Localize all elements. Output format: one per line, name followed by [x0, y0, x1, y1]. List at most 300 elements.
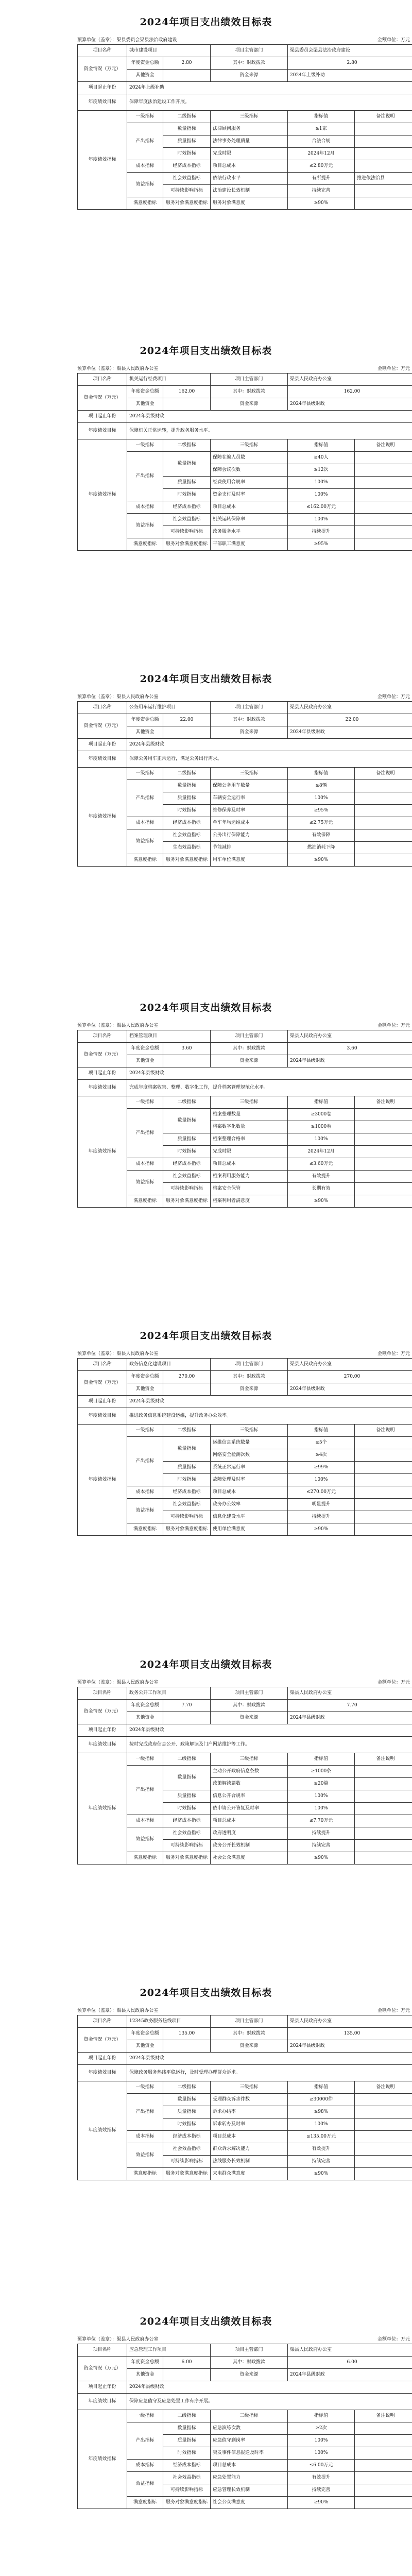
amount-unit-label: 金额单位：万元	[377, 694, 410, 700]
project-period-label: 项目起止年份	[78, 1067, 127, 1079]
level3-cell: 群众诉求解决能力	[211, 2143, 288, 2156]
annual-fund-value: 7.70	[163, 1699, 211, 1711]
performance-target-form	[0, 329, 412, 657]
level2-cell: 社会效益指标	[163, 1827, 211, 1839]
project-unit-value: 渠县人民政府办公室	[288, 2344, 412, 2356]
level2-cell: 质量指标	[163, 1133, 211, 1145]
level1-cell: 满意度指标	[127, 538, 163, 550]
level2-cell: 质量指标	[163, 2434, 211, 2447]
perf-indicator-label: 年度绩效指标	[78, 111, 127, 210]
project-unit-label: 项目主管部门	[211, 1687, 288, 1699]
table-row	[78, 2459, 412, 2471]
level3-header: 三级指标	[211, 111, 288, 123]
project-unit-label: 项目主管部门	[211, 373, 288, 385]
level3-cell: 系统正常运行率	[211, 1462, 288, 1474]
level3-cell: 社会公众满意度	[211, 2496, 288, 2509]
level3-cell: 用车单位满意度	[211, 854, 288, 867]
remark-cell	[355, 780, 412, 792]
target-value-cell: ≤2.80万元	[288, 160, 355, 173]
level2-header: 二级指标	[163, 1425, 211, 1437]
remark-cell	[355, 2119, 412, 2131]
remark-cell	[355, 2094, 412, 2106]
target-value-cell: ≤162.00万元	[288, 501, 355, 513]
budget-unit-label: 预算单位（盖章）：渠县人民政府办公室	[77, 694, 159, 700]
remark-cell	[355, 1827, 412, 1839]
remark-cell	[355, 2106, 412, 2119]
target-value-cell: 2024年12月	[288, 148, 355, 160]
level1-cell: 满意度指标	[127, 854, 163, 867]
table-row	[78, 538, 412, 550]
level2-cell: 社会效益指标	[163, 2471, 211, 2484]
level3-cell: 档案利用者满意度	[211, 1195, 288, 1207]
remark-cell	[355, 1133, 412, 1145]
form-meta	[77, 2335, 412, 2344]
form-title: 2024年项目支出绩效目标表	[140, 1002, 272, 1013]
level3-cell: 热线服务长效机制	[211, 2156, 288, 2168]
level3-header: 三级指标	[211, 439, 288, 451]
target-value-cell: 100%	[288, 792, 355, 805]
level1-cell: 效益指标	[127, 513, 163, 538]
table-row	[78, 123, 412, 135]
remark-cell	[355, 2422, 412, 2434]
fund-source-label: 资金来源	[211, 2368, 288, 2381]
level2-cell: 社会效益指标	[163, 513, 211, 526]
level3-cell: 机关运转保障率	[211, 513, 288, 526]
level3-cell: 完成时限	[211, 148, 288, 160]
other-fund-value	[163, 1711, 211, 1724]
target-value-cell: ≤2.75万元	[288, 817, 355, 829]
other-fund-label: 其他资金	[127, 70, 163, 82]
remark-cell	[355, 1802, 412, 1815]
level1-cell: 产出指标	[127, 1437, 163, 1486]
target-value-cell: ≥1家	[288, 123, 355, 135]
level1-cell: 产出指标	[127, 2422, 163, 2459]
annual-fund-label: 年度资金总额	[127, 1042, 163, 1055]
perf-indicator-label: 年度绩效指标	[78, 1753, 127, 1864]
fund-source-value: 2024年县级财政	[288, 726, 412, 739]
annual-fund-label: 年度资金总额	[127, 385, 163, 398]
performance-target-form	[0, 657, 412, 986]
remark-cell	[355, 1815, 412, 1827]
remark-cell	[355, 1182, 412, 1195]
remark-cell	[355, 2471, 412, 2484]
project-name-value: 政务公开工作项目	[127, 1687, 211, 1699]
level2-cell: 数量指标	[163, 1765, 211, 1790]
perf-indicator-label: 年度绩效指标	[78, 1425, 127, 1536]
form-title: 2024年项目支出绩效目标表	[140, 1987, 272, 1999]
level1-cell: 产出指标	[127, 451, 163, 501]
remark-cell	[355, 2459, 412, 2471]
level3-header: 三级指标	[211, 2410, 288, 2422]
level3-cell: 保障公务用车数量	[211, 780, 288, 792]
amount-unit-label: 金额单位：万元	[377, 2008, 410, 2014]
level2-cell: 社会效益指标	[163, 2143, 211, 2156]
form-meta	[77, 1022, 412, 1030]
fund-source-value: 2024年县级财政	[288, 2368, 412, 2381]
level3-cell: 经费使用合规率	[211, 476, 288, 488]
table-row	[78, 1765, 412, 1777]
level2-cell: 数量指标	[163, 1437, 211, 1462]
level1-cell: 满意度指标	[127, 1852, 163, 1864]
level2-cell: 可持续影响指标	[163, 1839, 211, 1852]
fiscal-fund-value: 22.00	[288, 714, 412, 726]
project-period-value: 2024年县级财政	[127, 739, 412, 751]
level2-header: 二级指标	[163, 2081, 211, 2094]
level2-header: 二级指标	[163, 111, 211, 123]
level3-cell: 节能减排	[211, 842, 288, 854]
level3-cell: 项目总成本	[211, 1158, 288, 1170]
table-row	[78, 2143, 412, 2156]
level1-cell: 效益指标	[127, 829, 163, 854]
remark-cell	[355, 2156, 412, 2168]
project-name-label: 项目名称	[78, 2344, 127, 2356]
fiscal-fund-label: 其中：财政拨款	[211, 2028, 288, 2040]
table-row	[78, 197, 412, 210]
project-period-label: 项目起止年份	[78, 2381, 127, 2393]
project-unit-label: 项目主管部门	[211, 1359, 288, 1371]
project-period-label: 项目起止年份	[78, 1724, 127, 1736]
level2-cell: 经济成本指标	[163, 1815, 211, 1827]
fund-source-label: 资金来源	[211, 1055, 288, 1067]
fiscal-fund-label: 其中：财政拨款	[211, 2356, 288, 2368]
target-value-cell: 100%	[288, 513, 355, 526]
level2-cell: 质量指标	[163, 135, 211, 148]
target-value-cell: ≥30000件	[288, 2094, 355, 2106]
level3-cell: 网络安全检测次数	[211, 1449, 288, 1462]
table-row	[78, 780, 412, 792]
target-value-cell: ≥8辆	[288, 780, 355, 792]
level2-cell: 社会效益指标	[163, 173, 211, 185]
fund-source-value: 2024年县级财政	[288, 1383, 412, 1396]
level2-cell: 可持续影响指标	[163, 1182, 211, 1195]
remark-cell	[355, 476, 412, 488]
amount-unit-label: 金额单位：万元	[377, 38, 410, 43]
indicator-table	[77, 2015, 412, 2180]
target-value-cell: 持续完善	[288, 1839, 355, 1852]
target-value-cell: 持续完善	[288, 185, 355, 197]
level2-cell: 社会效益指标	[163, 1499, 211, 1511]
level3-cell: 政府透明度	[211, 1827, 288, 1839]
annual-fund-value: 2.80	[163, 57, 211, 70]
form-title: 2024年项目支出绩效目标表	[140, 2315, 272, 2327]
target-value-cell: 100%	[288, 1802, 355, 1815]
level1-cell: 成本指标	[127, 2459, 163, 2471]
target-value-cell: ≥2次	[288, 2422, 355, 2434]
project-name-value: 12345政务服务热线项目	[127, 2015, 211, 2028]
remark-cell	[355, 1523, 412, 1536]
amount-unit-label: 金额单位：万元	[377, 1680, 410, 1685]
level2-cell: 可持续影响指标	[163, 1511, 211, 1523]
level1-cell: 产出指标	[127, 780, 163, 817]
table-row	[78, 173, 412, 185]
annual-fund-value: 3.60	[163, 1042, 211, 1055]
table-row	[78, 1108, 412, 1121]
remark-cell	[355, 513, 412, 526]
level2-cell: 时效指标	[163, 2447, 211, 2459]
level3-cell: 档案整理数量	[211, 1108, 288, 1121]
level1-cell: 产出指标	[127, 123, 163, 160]
project-name-value: 城市建设项目	[127, 45, 211, 57]
fund-source-label: 资金来源	[211, 1383, 288, 1396]
level2-cell: 服务对象满意度指标	[163, 1523, 211, 1536]
form-title: 2024年项目支出绩效目标表	[140, 673, 272, 685]
level3-header: 三级指标	[211, 768, 288, 780]
form-meta	[77, 365, 412, 373]
project-period-value: 2024年县级财政	[127, 1067, 412, 1079]
target-value-header: 指标值	[288, 1096, 355, 1108]
table-row	[78, 1158, 412, 1170]
level2-cell: 经济成本指标	[163, 1158, 211, 1170]
remark-cell	[355, 1462, 412, 1474]
table-row	[78, 817, 412, 829]
project-unit-label: 项目主管部门	[211, 1030, 288, 1042]
perf-indicator-label: 年度绩效指标	[78, 768, 127, 867]
target-value-cell: 长期有效	[288, 1182, 355, 1195]
fiscal-fund-value: 6.00	[288, 2356, 412, 2368]
table-row	[78, 2422, 412, 2434]
project-name-label: 项目名称	[78, 1687, 127, 1699]
remark-cell	[355, 2434, 412, 2447]
remark-cell	[355, 1158, 412, 1170]
perf-indicator-label: 年度绩效指标	[78, 2410, 127, 2509]
annual-fund-value: 270.00	[163, 1371, 211, 1383]
remark-header: 备注说明	[355, 1753, 412, 1765]
level3-cell: 依法行政水平	[211, 173, 288, 185]
level1-header: 一级指标	[127, 1425, 163, 1437]
level3-cell: 项目总成本	[211, 1815, 288, 1827]
annual-fund-label: 年度资金总额	[127, 1699, 163, 1711]
fund-label: 资金情况（万元）	[78, 1042, 127, 1067]
performance-target-form	[0, 1971, 412, 2299]
remark-cell	[355, 1170, 412, 1182]
remark-header: 备注说明	[355, 768, 412, 780]
remark-header: 备注说明	[355, 439, 412, 451]
remark-cell	[355, 197, 412, 210]
fund-source-value: 2024年上级补助	[288, 70, 412, 82]
target-value-cell: ≥20篇	[288, 1777, 355, 1790]
annual-fund-value: 162.00	[163, 385, 211, 398]
target-value-cell: 持续提升	[288, 526, 355, 538]
remark-cell	[355, 135, 412, 148]
level2-header: 二级指标	[163, 768, 211, 780]
target-value-cell: 有所提升	[288, 173, 355, 185]
target-value-cell: ≥3000卷	[288, 1108, 355, 1121]
project-name-label: 项目名称	[78, 2015, 127, 2028]
table-row	[78, 513, 412, 526]
level1-cell: 效益指标	[127, 1499, 163, 1523]
level3-cell: 法律顾问服务	[211, 123, 288, 135]
other-fund-value	[163, 1055, 211, 1067]
indicator-table	[77, 701, 412, 867]
level3-cell: 政务服务水平	[211, 526, 288, 538]
remark-cell	[355, 2484, 412, 2496]
amount-unit-label: 金额单位：万元	[377, 366, 410, 371]
remark-cell	[355, 451, 412, 464]
fiscal-fund-value: 7.70	[288, 1699, 412, 1711]
annual-goal-label: 年度绩效目标	[78, 2393, 127, 2410]
annual-fund-label: 年度资金总额	[127, 2028, 163, 2040]
fund-source-label: 资金来源	[211, 2040, 288, 2053]
remark-cell	[355, 1486, 412, 1499]
remark-cell	[355, 160, 412, 173]
table-row	[78, 1852, 412, 1864]
fiscal-fund-label: 其中：财政拨款	[211, 1042, 288, 1055]
level2-cell: 数量指标	[163, 123, 211, 135]
remark-cell	[355, 185, 412, 197]
annual-goal-value: 推进政务信息系统建设运维，提升政务办公效率。	[127, 1408, 412, 1425]
annual-goal-value: 完成年度档案收集、整理、数字化工作，提升档案管理规范化水平。	[127, 1079, 412, 1096]
level3-cell: 法律事务处理质量	[211, 135, 288, 148]
project-unit-value: 渠县人民政府办公室	[288, 2015, 412, 2028]
level2-cell: 时效指标	[163, 2119, 211, 2131]
table-row	[78, 1499, 412, 1511]
level3-cell: 项目总成本	[211, 160, 288, 173]
performance-target-form	[0, 2299, 412, 2576]
level3-header: 三级指标	[211, 1096, 288, 1108]
project-period-label: 项目起止年份	[78, 739, 127, 751]
remark-header: 备注说明	[355, 111, 412, 123]
target-value-cell: ≤7.70万元	[288, 1815, 355, 1827]
annual-goal-label: 年度绩效目标	[78, 1736, 127, 1753]
level2-cell: 数量指标	[163, 1108, 211, 1133]
fiscal-fund-label: 其中：财政拨款	[211, 57, 288, 70]
target-value-cell: ≥5个	[288, 1437, 355, 1449]
level2-cell: 时效指标	[163, 148, 211, 160]
target-value-cell: 2024年12月	[288, 1145, 355, 1158]
target-value-cell: 有效保障	[288, 829, 355, 842]
level2-cell: 质量指标	[163, 792, 211, 805]
project-period-value: 2024年县级财政	[127, 2053, 412, 2065]
target-value-cell: 100%	[288, 476, 355, 488]
project-unit-value: 渠县人民政府办公室	[288, 1687, 412, 1699]
project-name-label: 项目名称	[78, 45, 127, 57]
level3-cell: 档案整理合格率	[211, 1133, 288, 1145]
level3-cell: 受理群众诉求件数	[211, 2094, 288, 2106]
level1-cell: 成本指标	[127, 1486, 163, 1499]
level1-cell: 成本指标	[127, 1815, 163, 1827]
fund-label: 资金情况（万元）	[78, 57, 127, 82]
level2-cell: 经济成本指标	[163, 2459, 211, 2471]
performance-target-form	[0, 0, 412, 329]
annual-goal-value: 保障机关正常运转，提升政务服务水平。	[127, 422, 412, 439]
level3-cell: 单车年均运维成本	[211, 817, 288, 829]
level3-cell: 政务办公效率	[211, 1499, 288, 1511]
remark-cell	[355, 829, 412, 842]
fiscal-fund-value: 3.60	[288, 1042, 412, 1055]
level2-header: 二级指标	[163, 1096, 211, 1108]
annual-goal-value: 保障政务服务热线平稳运行，及时受理办理群众诉求。	[127, 2065, 412, 2081]
form-title: 2024年项目支出绩效目标表	[140, 345, 272, 357]
fiscal-fund-label: 其中：财政拨款	[211, 1371, 288, 1383]
level3-cell: 档案数字化数量	[211, 1121, 288, 1133]
indicator-table	[77, 373, 412, 551]
annual-fund-value: 135.00	[163, 2028, 211, 2040]
table-row	[78, 829, 412, 842]
level2-cell: 时效指标	[163, 1802, 211, 1815]
level3-header: 三级指标	[211, 2081, 288, 2094]
table-row	[78, 1437, 412, 1449]
project-period-label: 项目起止年份	[78, 410, 127, 422]
level1-header: 一级指标	[127, 1753, 163, 1765]
other-fund-value	[163, 398, 211, 410]
level1-header: 一级指标	[127, 768, 163, 780]
annual-fund-label: 年度资金总额	[127, 2356, 163, 2368]
perf-indicator-label: 年度绩效指标	[78, 439, 127, 550]
level1-header: 一级指标	[127, 111, 163, 123]
target-value-cell: 100%	[288, 1133, 355, 1145]
level2-cell: 经济成本指标	[163, 1486, 211, 1499]
level3-cell: 社会公众满意度	[211, 1852, 288, 1864]
other-fund-label: 其他资金	[127, 2040, 163, 2053]
table-row	[78, 854, 412, 867]
fund-source-value: 2024年县级财政	[288, 1711, 412, 1724]
target-value-header: 指标值	[288, 1425, 355, 1437]
remark-cell	[355, 1765, 412, 1777]
remark-cell	[355, 1121, 412, 1133]
target-value-cell: ≥90%	[288, 1195, 355, 1207]
level1-header: 一级指标	[127, 2410, 163, 2422]
fund-source-label: 资金来源	[211, 70, 288, 82]
table-row	[78, 1195, 412, 1207]
target-value-cell: 有效提升	[288, 2143, 355, 2156]
target-value-cell: ≤6.00万元	[288, 2459, 355, 2471]
target-value-header: 指标值	[288, 768, 355, 780]
remark-cell	[355, 2143, 412, 2156]
level1-header: 一级指标	[127, 439, 163, 451]
project-unit-label: 项目主管部门	[211, 45, 288, 57]
other-fund-value	[163, 70, 211, 82]
level3-cell: 应急值守到岗率	[211, 2434, 288, 2447]
level3-cell: 项目总成本	[211, 1486, 288, 1499]
target-value-cell: ≥90%	[288, 2496, 355, 2509]
target-value-cell: 持续提升	[288, 1827, 355, 1839]
level1-cell: 满意度指标	[127, 2168, 163, 2180]
fund-label: 资金情况（万元）	[78, 1371, 127, 1396]
level2-cell: 服务对象满意度指标	[163, 2496, 211, 2509]
level3-cell: 车辆安全运行率	[211, 792, 288, 805]
remark-cell	[355, 1474, 412, 1486]
budget-unit-label: 预算单位（盖章）：渠县人民政府办公室	[77, 2008, 159, 2014]
target-value-cell: ≥4次	[288, 1449, 355, 1462]
table-row	[78, 160, 412, 173]
remark-cell	[355, 501, 412, 513]
target-value-cell: 明显提升	[288, 1499, 355, 1511]
level3-cell: 保障在编人员数	[211, 451, 288, 464]
indicator-table	[77, 1358, 412, 1536]
fiscal-fund-value: 162.00	[288, 385, 412, 398]
indicator-table	[77, 44, 412, 210]
perf-indicator-label: 年度绩效指标	[78, 1096, 127, 1207]
remark-cell	[355, 1108, 412, 1121]
other-fund-value	[163, 2040, 211, 2053]
annual-goal-label: 年度绩效目标	[78, 2065, 127, 2081]
level2-cell: 经济成本指标	[163, 817, 211, 829]
project-unit-label: 项目主管部门	[211, 2344, 288, 2356]
budget-unit-label: 预算单位（盖章）：渠县人民政府办公室	[77, 366, 159, 371]
target-value-cell: 持续提升	[288, 1511, 355, 1523]
project-name-value: 公务用车运行维护项目	[127, 702, 211, 714]
level3-cell: 使用单位满意度	[211, 1523, 288, 1536]
form-meta	[77, 1350, 412, 1358]
remark-cell: 推进依法治县	[355, 173, 412, 185]
target-value-cell: ≥40人	[288, 451, 355, 464]
level1-cell: 成本指标	[127, 501, 163, 513]
level3-cell: 应急演练次数	[211, 2422, 288, 2434]
remark-cell	[355, 123, 412, 135]
target-value-cell: ≤3.60万元	[288, 1158, 355, 1170]
remark-cell	[355, 1852, 412, 1864]
level1-cell: 产出指标	[127, 2094, 163, 2131]
